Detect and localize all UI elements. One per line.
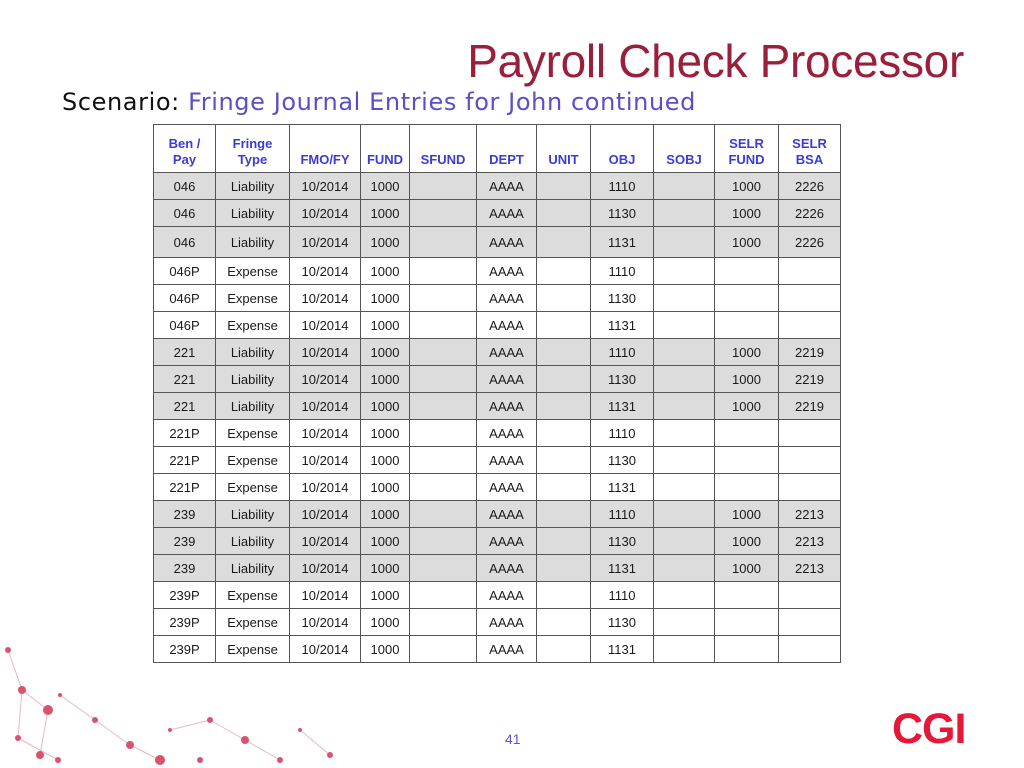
table-cell: 10/2014 <box>290 285 361 312</box>
table-cell: 239P <box>154 609 216 636</box>
table-row <box>154 447 841 474</box>
table-cell: Expense <box>216 636 290 663</box>
table-cell <box>654 173 715 200</box>
table-cell: Expense <box>216 312 290 339</box>
table-cell: 10/2014 <box>290 555 361 582</box>
table-cell <box>410 609 477 636</box>
column-header: SFUND <box>410 125 477 173</box>
table-cell: 046P <box>154 258 216 285</box>
table-cell: 1000 <box>361 528 410 555</box>
table-cell: 1000 <box>715 200 779 227</box>
table-cell: 046P <box>154 285 216 312</box>
table-cell: 10/2014 <box>290 609 361 636</box>
table-cell <box>410 200 477 227</box>
cgi-logo: CGI <box>892 705 966 753</box>
table-cell: 1000 <box>715 501 779 528</box>
table-cell: 10/2014 <box>290 447 361 474</box>
table-cell <box>654 474 715 501</box>
table-cell: AAAA <box>477 285 537 312</box>
table-cell: 1131 <box>591 227 654 258</box>
table-cell: 1000 <box>361 339 410 366</box>
table-cell: 1000 <box>361 555 410 582</box>
table-cell <box>537 312 591 339</box>
table-cell <box>537 285 591 312</box>
column-header: UNIT <box>537 125 591 173</box>
table-cell <box>779 312 841 339</box>
table-cell: 1000 <box>361 636 410 663</box>
table-cell <box>537 609 591 636</box>
column-header: OBJ <box>591 125 654 173</box>
table-header-row <box>154 125 841 173</box>
table-cell: AAAA <box>477 447 537 474</box>
table-cell: 10/2014 <box>290 258 361 285</box>
table-cell: 1000 <box>361 474 410 501</box>
table-cell <box>654 339 715 366</box>
table-cell <box>715 285 779 312</box>
table-cell <box>654 636 715 663</box>
page-number: 41 <box>505 731 521 747</box>
table-cell: 10/2014 <box>290 227 361 258</box>
table-cell: 1130 <box>591 285 654 312</box>
table-cell: 1000 <box>361 420 410 447</box>
slide-title: Payroll Check Processor <box>467 35 964 87</box>
table-cell: 221 <box>154 339 216 366</box>
table-cell: 1110 <box>591 173 654 200</box>
table-cell: Expense <box>216 285 290 312</box>
table-cell <box>715 474 779 501</box>
network-decoration <box>0 620 360 768</box>
journal-entries-table <box>153 124 841 663</box>
table-cell: 10/2014 <box>290 200 361 227</box>
table-cell: 1131 <box>591 636 654 663</box>
table-row <box>154 312 841 339</box>
table-cell: 1000 <box>361 393 410 420</box>
table-cell: 239 <box>154 501 216 528</box>
table-cell: 2213 <box>779 555 841 582</box>
table-cell: 1000 <box>361 227 410 258</box>
table-row <box>154 393 841 420</box>
table-cell: 2213 <box>779 501 841 528</box>
table-cell <box>654 555 715 582</box>
table-cell: Liability <box>216 200 290 227</box>
table-row <box>154 173 841 200</box>
table-cell: 1000 <box>361 200 410 227</box>
table-cell <box>715 447 779 474</box>
table-cell <box>779 258 841 285</box>
table-cell: 221P <box>154 474 216 501</box>
table-cell: 10/2014 <box>290 636 361 663</box>
table-cell: AAAA <box>477 339 537 366</box>
table-cell: AAAA <box>477 528 537 555</box>
table-cell <box>654 420 715 447</box>
table-cell: 10/2014 <box>290 474 361 501</box>
table-cell: 1130 <box>591 200 654 227</box>
scenario-text: Fringe Journal Entries for John continued <box>188 88 696 116</box>
table-cell <box>715 609 779 636</box>
table-cell <box>654 227 715 258</box>
column-header: SELR BSA <box>779 125 841 173</box>
table-cell: 2226 <box>779 200 841 227</box>
table-cell: 1000 <box>361 173 410 200</box>
table-cell: 10/2014 <box>290 366 361 393</box>
table-cell: AAAA <box>477 420 537 447</box>
table-cell: 10/2014 <box>290 339 361 366</box>
table-cell: 1131 <box>591 555 654 582</box>
table-cell: 2213 <box>779 528 841 555</box>
table-cell: 1000 <box>361 285 410 312</box>
table-cell: Expense <box>216 447 290 474</box>
table-cell: 1000 <box>715 339 779 366</box>
table-cell: AAAA <box>477 366 537 393</box>
table-cell: 1130 <box>591 366 654 393</box>
table-cell: Liability <box>216 555 290 582</box>
table-cell: 1130 <box>591 609 654 636</box>
table-cell <box>410 447 477 474</box>
table-cell: AAAA <box>477 636 537 663</box>
table-cell <box>537 393 591 420</box>
table-cell <box>779 474 841 501</box>
table-cell: 2219 <box>779 339 841 366</box>
table-cell: AAAA <box>477 173 537 200</box>
table-cell: 1000 <box>715 366 779 393</box>
table-cell: 046 <box>154 227 216 258</box>
table-row <box>154 528 841 555</box>
table-cell: 221 <box>154 393 216 420</box>
table-cell <box>410 393 477 420</box>
table-cell <box>779 420 841 447</box>
table-cell: 1130 <box>591 447 654 474</box>
table-cell <box>715 312 779 339</box>
table-row <box>154 339 841 366</box>
table-cell <box>410 501 477 528</box>
table-cell <box>537 474 591 501</box>
table-cell: 221 <box>154 366 216 393</box>
table-cell <box>410 582 477 609</box>
table-cell <box>654 285 715 312</box>
table-cell: Expense <box>216 420 290 447</box>
table-cell: 1131 <box>591 393 654 420</box>
table-cell: Liability <box>216 339 290 366</box>
table-cell <box>654 582 715 609</box>
table-cell: 10/2014 <box>290 393 361 420</box>
table-cell: 1000 <box>715 393 779 420</box>
table-cell: AAAA <box>477 474 537 501</box>
table-cell: 1000 <box>715 173 779 200</box>
table-cell <box>537 339 591 366</box>
table-cell: 046 <box>154 173 216 200</box>
table-cell: 10/2014 <box>290 582 361 609</box>
table-cell: 1000 <box>715 555 779 582</box>
column-header: Ben / Pay <box>154 125 216 173</box>
table-cell: Liability <box>216 528 290 555</box>
table-cell <box>410 339 477 366</box>
table-cell <box>537 501 591 528</box>
table-cell: 221P <box>154 447 216 474</box>
table-cell: 1000 <box>361 366 410 393</box>
table-cell <box>654 609 715 636</box>
table-cell: 1110 <box>591 420 654 447</box>
table-cell <box>779 609 841 636</box>
table-cell <box>654 200 715 227</box>
table-row <box>154 555 841 582</box>
table-cell: Liability <box>216 227 290 258</box>
table-cell <box>654 528 715 555</box>
table-cell <box>537 582 591 609</box>
table-cell: 046 <box>154 200 216 227</box>
table-cell: 1131 <box>591 474 654 501</box>
table-cell: 1000 <box>361 582 410 609</box>
table-cell: 1000 <box>715 227 779 258</box>
table-cell: 2226 <box>779 227 841 258</box>
table-cell: 1110 <box>591 582 654 609</box>
table-cell <box>410 285 477 312</box>
table-cell: 1000 <box>361 258 410 285</box>
column-header: SOBJ <box>654 125 715 173</box>
table-cell: 221P <box>154 420 216 447</box>
table-cell: 1000 <box>361 447 410 474</box>
table-cell: AAAA <box>477 312 537 339</box>
table-cell: 2219 <box>779 393 841 420</box>
table-cell <box>715 636 779 663</box>
table-cell: 2219 <box>779 366 841 393</box>
table-cell: 10/2014 <box>290 312 361 339</box>
table-cell: 239P <box>154 582 216 609</box>
table-cell <box>779 447 841 474</box>
column-header: Fringe Type <box>216 125 290 173</box>
table-cell: Expense <box>216 582 290 609</box>
table-cell: 1110 <box>591 258 654 285</box>
table-cell <box>410 366 477 393</box>
table-cell <box>537 173 591 200</box>
table-cell: AAAA <box>477 555 537 582</box>
table-cell <box>537 258 591 285</box>
table-cell <box>410 420 477 447</box>
table-row <box>154 258 841 285</box>
table-cell <box>537 555 591 582</box>
table-cell: AAAA <box>477 609 537 636</box>
table-cell <box>410 227 477 258</box>
table-cell <box>537 227 591 258</box>
table-row <box>154 501 841 528</box>
table-cell <box>410 173 477 200</box>
table-cell: Liability <box>216 501 290 528</box>
column-header: FUND <box>361 125 410 173</box>
table-cell: AAAA <box>477 227 537 258</box>
table-row <box>154 200 841 227</box>
table-cell: Expense <box>216 474 290 501</box>
table-cell <box>537 636 591 663</box>
table-cell: 1131 <box>591 312 654 339</box>
table-cell: 2226 <box>779 173 841 200</box>
table-row <box>154 582 841 609</box>
table-cell <box>715 420 779 447</box>
table-cell: 1000 <box>361 609 410 636</box>
table-cell <box>779 285 841 312</box>
table-row <box>154 366 841 393</box>
table-cell <box>410 474 477 501</box>
table-cell <box>410 258 477 285</box>
table-cell: Liability <box>216 173 290 200</box>
table-cell <box>537 200 591 227</box>
table-cell <box>779 636 841 663</box>
table-cell <box>654 258 715 285</box>
column-header: SELR FUND <box>715 125 779 173</box>
table-cell: AAAA <box>477 200 537 227</box>
table-cell: Expense <box>216 258 290 285</box>
column-header: FMO/FY <box>290 125 361 173</box>
table-cell <box>654 447 715 474</box>
table-row <box>154 474 841 501</box>
column-header: DEPT <box>477 125 537 173</box>
table-cell: Liability <box>216 366 290 393</box>
table-row <box>154 285 841 312</box>
table-cell: 10/2014 <box>290 501 361 528</box>
table-cell <box>410 528 477 555</box>
table-cell: 046P <box>154 312 216 339</box>
table-cell <box>537 528 591 555</box>
table-cell <box>654 366 715 393</box>
table-cell: 239P <box>154 636 216 663</box>
table-cell: Liability <box>216 393 290 420</box>
table-cell <box>654 501 715 528</box>
table-cell: AAAA <box>477 258 537 285</box>
table-cell: AAAA <box>477 582 537 609</box>
table-cell <box>654 312 715 339</box>
table-cell <box>537 420 591 447</box>
table-cell: 10/2014 <box>290 528 361 555</box>
table-cell: AAAA <box>477 393 537 420</box>
table-cell: 1000 <box>361 501 410 528</box>
table-row <box>154 227 841 258</box>
table-cell <box>410 636 477 663</box>
table-cell: 1110 <box>591 501 654 528</box>
table-cell: 10/2014 <box>290 173 361 200</box>
scenario-label: Scenario: <box>62 88 180 116</box>
table-cell <box>537 447 591 474</box>
table-cell <box>410 555 477 582</box>
table-cell: 1110 <box>591 339 654 366</box>
table-cell <box>410 312 477 339</box>
table-cell <box>654 393 715 420</box>
table-cell: 1000 <box>361 312 410 339</box>
table-cell <box>715 582 779 609</box>
table-cell <box>779 582 841 609</box>
table-cell: 239 <box>154 555 216 582</box>
scenario-line <box>62 88 696 116</box>
table-row <box>154 420 841 447</box>
table-cell <box>537 366 591 393</box>
table-cell: Expense <box>216 609 290 636</box>
table-cell: 10/2014 <box>290 420 361 447</box>
table-cell: AAAA <box>477 501 537 528</box>
table-cell: 239 <box>154 528 216 555</box>
table-cell: 1130 <box>591 528 654 555</box>
table-cell <box>715 258 779 285</box>
table-cell: 1000 <box>715 528 779 555</box>
table-body <box>154 173 841 663</box>
